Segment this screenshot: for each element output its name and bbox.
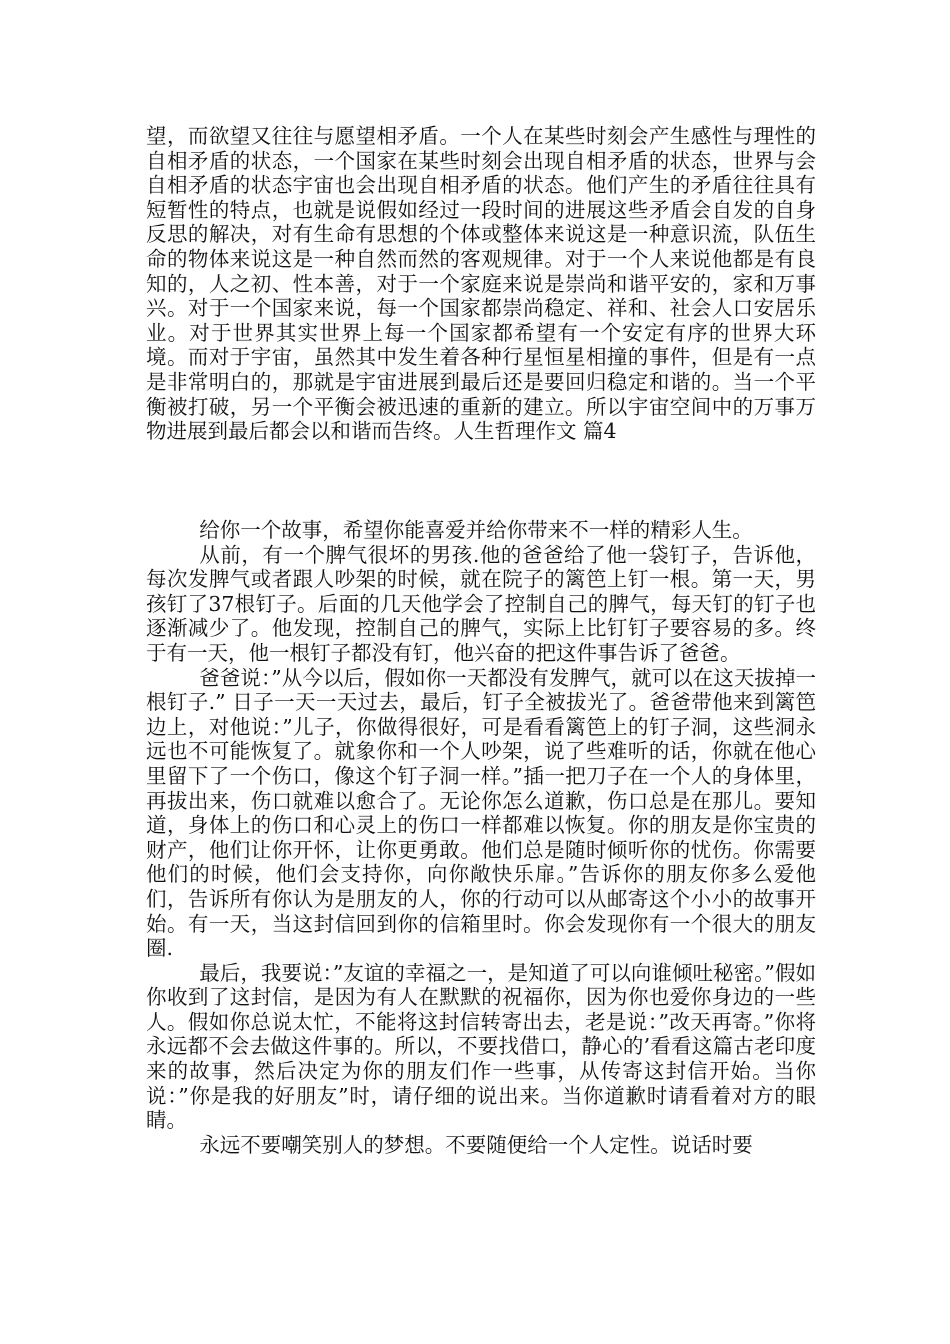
- paragraph: 望，而欲望又往往与愿望相矛盾。一个人在某些时刻会产生感性与理性的自相矛盾的状态，一个国家在某些时刻会出现自相矛盾的状态，世界与会自相矛盾的状态宇宙也会出现自相矛盾的状态。他们产生的矛盾往往具有短暂性的特点，也就是说假如经过一段时间的进展这些矛盾会自发的自身反思的解决，对有生命有思想的个体或整体来说这是一种意识流，队伍生命的物体来说这是一种自然而然的客观规律。对于一个人来说他都是有良知的，人之初、性本善，对于一个家庭来说是崇尚和谐平安的，家和万事兴。对于一个国家来说，每一个国家都崇尚稳定、祥和、社会人口安居乐业。对于世界其实世界上每一个国家都希望有一个安定有序的世界大环境。而对于宇宙，虽然其中发生着各种行星恒星相撞的事件，但是有一点是非常明白的，那就是宇宙进展到最后还是要回归稳定和谐的。当一个平衡被打破，另一个平衡会被迅速的重新的建立。所以宇宙空间中的万事万物进展到最后都会以和谐而告终。人生哲理作文 篇4: [146, 124, 816, 444]
- paragraph: 给你一个故事，希望你能喜爱并给你带来不一样的精彩人生。: [199, 518, 753, 542]
- paragraph: 爸爸说：”从今以后，假如你一天都没有发脾气，就可以在这天拔掉一根钉子.” 日子一天一天过去，最后，钉子全被拔光了。爸爸带他来到篱笆边上，对他说：”儿子，你做得很好，可是看看篱笆上的钉子洞，这些洞永远也不可能恢复了。就象你和一个人吵架，说了些难听的话，你就在他心里留下了一个伤口，像这个钉子洞一样。”插一把刀子在一个人的身体里，再拔出来，伤口就难以愈合了。无论你怎么道歉，伤口总是在那儿。要知道，身体上的伤口和心灵上的伤口一样都难以恢复。你的朋友是你宝贵的财产，他们让你开怀，让你更勇敢。他们总是随时倾听你的忧伤。你需要他们的时候，他们会支持你，向你敞快乐扉。”告诉你的朋友你多么爱他们，告诉所有你认为是朋友的人，你的行动可以从邮寄这个小小的故事开始。有一天，当这封信回到你的信箱里时。你会发现你有一个很大的朋友圈.: [146, 665, 816, 961]
- text-block-bottom: [146, 518, 816, 1157]
- text-block-top: [146, 124, 816, 444]
- paragraph: 从前，有一个脾气很坏的男孩.他的爸爸给了他一袋钉子，告诉他，每次发脾气或者跟人吵架的时候，就在院子的篱笆上钉一根。第一天，男孩钉了37根钉子。后面的几天他学会了控制自己的脾气，每天钉的钉子也逐渐减少了。他发现，控制自己的脾气，实际上比钉钉子要容易的多。终于有一天，他一根钉子都没有钉，他兴奋的把这件事告诉了爸爸。: [146, 542, 816, 665]
- paragraph: 永远不要嘲笑别人的梦想。不要随便给一个人定性。说话时要: [199, 1132, 753, 1157]
- paragraph: 最后，我要说：”友谊的幸福之一，是知道了可以向谁倾吐秘密。”假如你收到了这封信，是因为有人在默默的祝福你，因为你也爱你身边的一些人。假如你总说太忙，不能将这封信转寄出去，老是说：”改天再寄。”你将永远都不会去做这件事的。所以，不要找借口，静心的’看看这篇古老印度来的故事，然后决定为你的朋友们作一些事，从传寄这封信开始。当你说：”你是我的好朋友”时，请仔细的说出来。当你道歉时请看着对方的眼睛。: [146, 960, 816, 1133]
